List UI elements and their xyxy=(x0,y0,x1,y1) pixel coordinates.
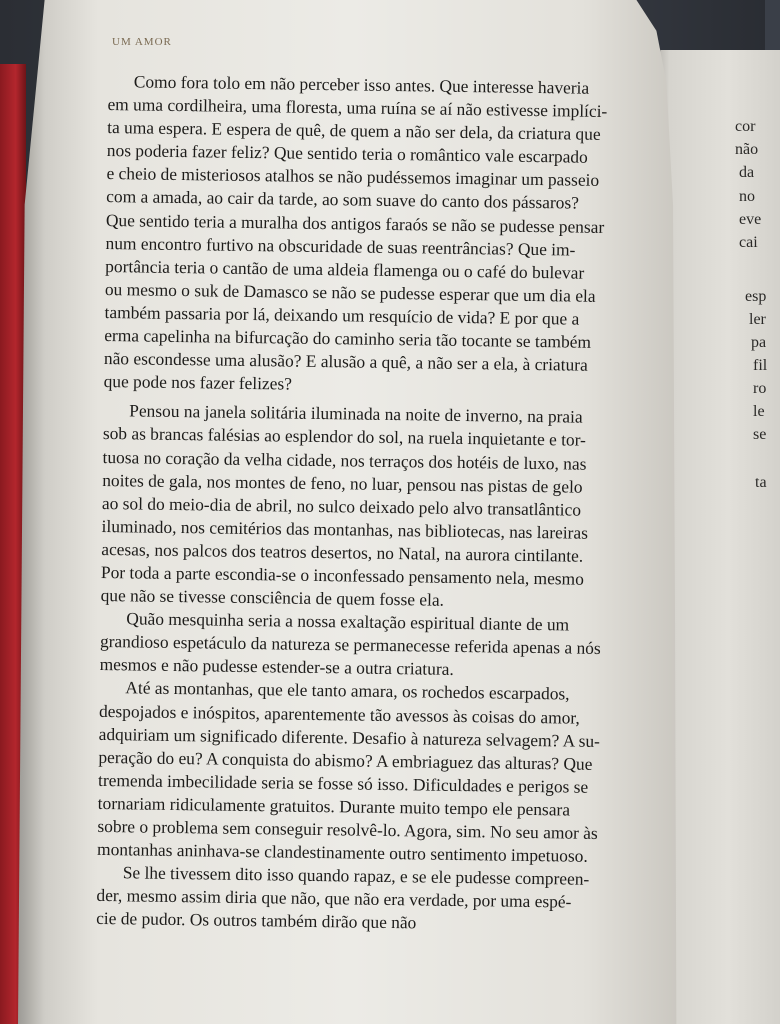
paragraph xyxy=(96,861,617,938)
text-line: mesmos e não pudesse estender-se a outra criatura. xyxy=(99,654,454,680)
right-page-fragment: se xyxy=(753,426,767,443)
text-line: Se lhe tivessem dito isso quando rapaz, e se ele pudesse compreen- xyxy=(122,862,590,889)
text-line: ao sol do meio-dia de abril, no sulco deixado pelo alvo transatlântico xyxy=(101,492,582,520)
text-line: cie de pudor. Os outros também dirão que não xyxy=(96,908,417,933)
text-line: e cheio de misteriosos atalhos se não pudéssemos imaginar um passeio xyxy=(106,163,600,191)
right-page-fragment: esp xyxy=(745,288,767,305)
paragraph xyxy=(100,607,621,684)
body-text xyxy=(96,70,628,938)
text-line: despojados e inóspitos, aparentemente tão avessos às coisas do amor, xyxy=(98,700,580,728)
text-line: grandioso espetáculo da natureza se permanecesse referida apenas a nós xyxy=(99,631,601,659)
text-line: também passaria por lá, deixando um resquício de vida? E por que a xyxy=(104,301,580,329)
text-line: tuosa no coração da velha cidade, nos terraços dos hotéis de luxo, nas xyxy=(102,446,587,474)
text-line: peração do eu? A conquista do abismo? A embriaguez das alturas? Que xyxy=(98,746,593,774)
text-line: portância teria o cantão de uma aldeia flamenga ou o café do bulevar xyxy=(105,255,585,283)
text-line: que não se tivesse consciência de quem fosse ela. xyxy=(100,585,445,610)
right-page-fragment: não xyxy=(735,141,759,158)
text-line: acesas, nos palcos dos teatros desertos, no Natal, na aurora cintilante. xyxy=(101,538,584,566)
right-page-fragment: no xyxy=(739,188,755,205)
text-line: Quão mesquinha seria a nossa exaltação espiritual diante de um xyxy=(126,608,570,635)
text-line: Até as montanhas, que ele tanto amara, os rochedos escarpados, xyxy=(125,677,570,704)
text-line: iluminado, nos cemitérios das montanhas, nas bibliotecas, nas lareiras xyxy=(101,515,589,543)
right-page-fragment: pa xyxy=(751,334,767,351)
text-line: der, mesmo assim diria que não, que não era verdade, por uma espé- xyxy=(96,885,572,912)
text-line: ta uma espera. E espera de quê, de quem a não ser dela, da criatura que xyxy=(107,117,601,145)
text-line: não escondesse uma alusão? E alusão a quê, a não ser a ela, à criatura xyxy=(103,348,588,375)
paragraph xyxy=(97,676,620,868)
text-line: tornariam ridiculamente gratuitos. Durante muito tempo ele pensara xyxy=(97,792,571,820)
text-line: com a amada, ao cair da tarde, ao som suave do canto dos pássaros? xyxy=(106,186,580,214)
running-head: UM AMOR xyxy=(112,36,172,48)
text-line: Que sentido teria a muralha dos antigos faraós se não se pudesse pensar xyxy=(105,209,605,237)
right-page-fragment: eve xyxy=(739,211,762,228)
paragraph xyxy=(101,399,624,614)
right-page-fragment: cai xyxy=(739,234,758,251)
text-line: sob as brancas falésias ao esplendor do sol, na ruela inquietante e tor- xyxy=(102,423,587,451)
text-line: erma capelinha na bifurcação do caminho seria tão tocante se também xyxy=(104,325,592,352)
text-line: adquiriam um significado diferente. Desafio à natureza selvagem? A su- xyxy=(98,723,601,751)
paragraph xyxy=(103,70,627,401)
right-page-fragment: ler xyxy=(749,311,766,328)
text-line: nos poderia fazer feliz? Que sentido teria o romântico vale escarpado xyxy=(106,140,588,167)
text-line: Como fora tolo em não perceber isso antes. Que interesse haveria xyxy=(133,71,590,98)
text-line: num encontro furtivo na obscuridade de suas reentrâncias? Que im- xyxy=(105,232,576,260)
text-line: Pensou na janela solitária iluminada na noite de inverno, na praia xyxy=(129,400,583,427)
right-page-fragment: le xyxy=(753,403,765,420)
text-line: em uma cordilheira, uma floresta, uma ruína se aí não estivesse implíci- xyxy=(107,94,608,122)
right-page-fragment: fil xyxy=(753,357,768,374)
text-line: tremenda imbecilidade seria se fosse só isso. Dificuldades e perigos se xyxy=(97,769,589,797)
text-line: noites de gala, nos montes de feno, no luar, pensou nas pistas de gelo xyxy=(102,469,583,497)
text-line: ou mesmo o suk de Damasco se não se pudesse esperar que um dia ela xyxy=(104,278,596,306)
text-line: Por toda a parte escondia-se o inconfessado pensamento nela, mesmo xyxy=(100,561,585,589)
right-page-fragment: cor xyxy=(735,118,756,135)
right-page-fragment: ta xyxy=(755,474,767,491)
text-line: sobre o problema sem conseguir resolvê-lo. Agora, sim. No seu amor às xyxy=(97,815,598,843)
text-line: que pode nos fazer felizes? xyxy=(103,371,293,394)
right-page-fragment: da xyxy=(739,164,755,181)
right-page-fragment: ro xyxy=(753,380,767,397)
text-line: montanhas aninhava-se clandestinamente outro sentimento impetuoso. xyxy=(96,839,588,866)
